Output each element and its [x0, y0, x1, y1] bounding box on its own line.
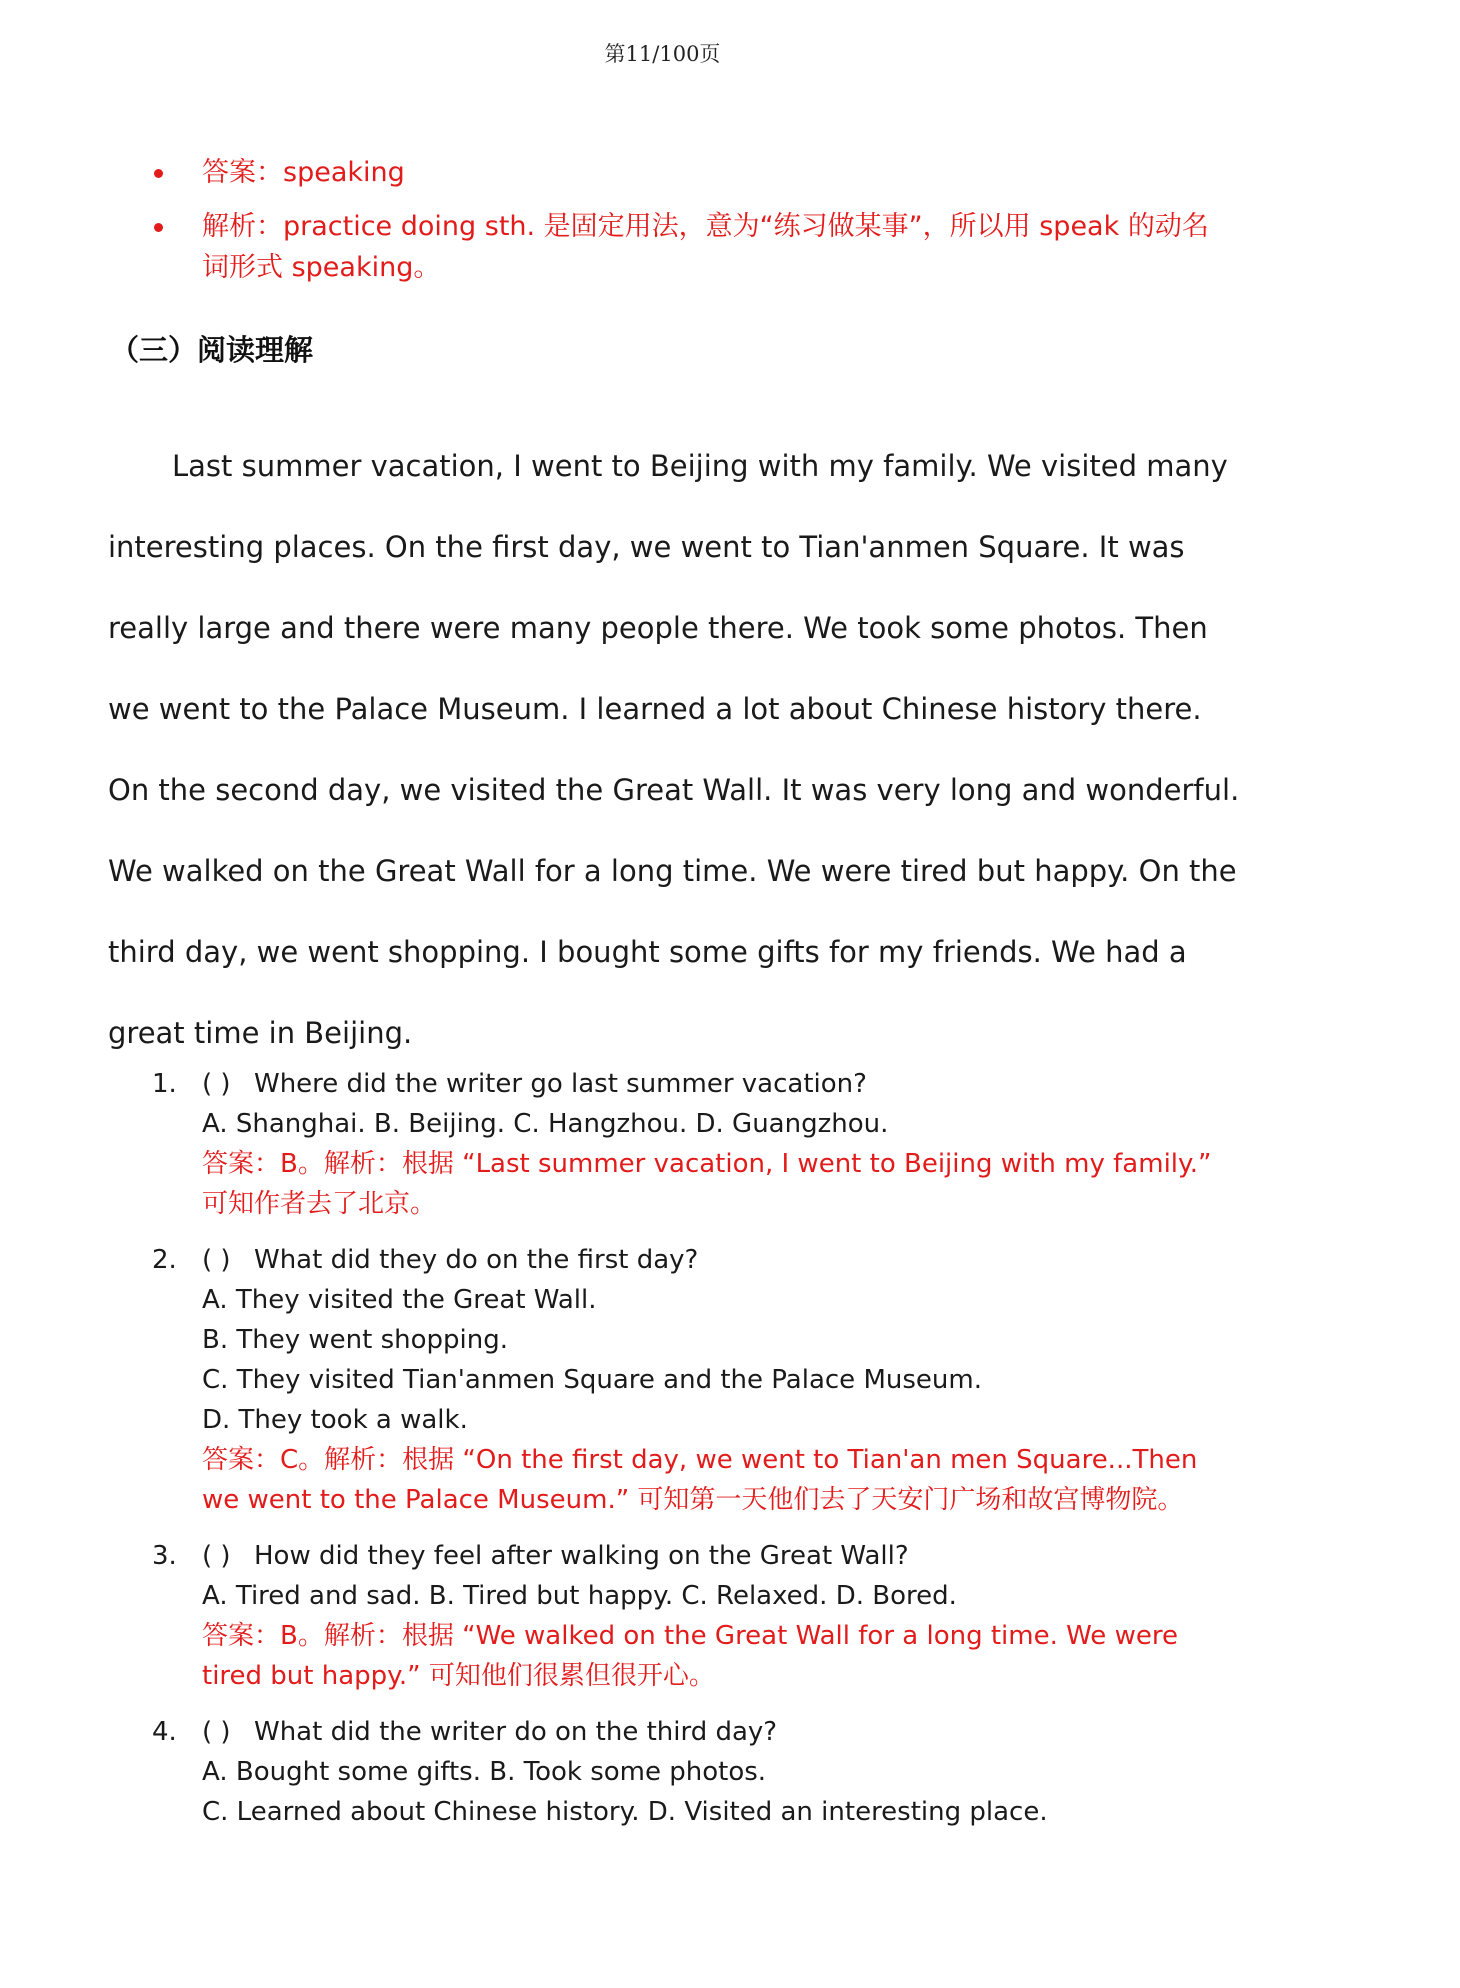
question-text: What did the writer do on the third day? [254, 1717, 778, 1747]
question-answer: 答案：C。解析：根据 “On the first day, we went to Tian'an men Square...Then we went to the Palace Museum.” 可知第一天他们去了天安门广场和故宫博物院。 [202, 1445, 1198, 1515]
question-option: A. Shanghai. B. Beijing. C. Hangzhou. D. Guangzhou. [202, 1109, 889, 1139]
question-option: C. They visited Tian'anmen Square and the Palace Museum. [202, 1365, 982, 1395]
question-option: C. Learned about Chinese history. D. Visited an interesting place. [202, 1797, 1048, 1827]
question-option: B. They went shopping. [202, 1325, 508, 1355]
question-stem [202, 1240, 1232, 1280]
question-answer: 答案：B。解析：根据 “We walked on the Great Wall for a long time. We were tired but happy.” 可知他们很累但很开心。 [202, 1621, 1178, 1691]
question-stem [202, 1064, 1232, 1104]
reading-passage: Last summer vacation, I went to Beijing with my family. We visited many interesting places. On the first day, we went to Tian'anmen Square. It was really large and there were many people there. We took some photos. Then we went to the Palace Museum. I learned a lot about Chinese history there. On the second day, we visited the Great Wall. It was very long and wonderful. We walked on the Great Wall for a long time. We were tired but happy. On the third day, we went shopping. I bought some gifts for my friends. We had a great time in Beijing. [108, 449, 1240, 1050]
question-number: 4. [152, 1717, 177, 1747]
explanation-bullet: 解析：practice doing sth. 是固定用法，意为“练习做某事”，所以用 speak 的动名词形式 speaking。 [150, 206, 1230, 288]
question-option: A. They visited the Great Wall. [202, 1285, 597, 1315]
page-number-header: 第11/100页 [604, 42, 721, 66]
question-stem [202, 1536, 1232, 1576]
answer-bullet-list [150, 152, 1230, 301]
question-stem [202, 1712, 1232, 1752]
question-answer: 答案：B。解析：根据 “Last summer vacation, I went to Beijing with my family.” 可知作者去了北京。 [202, 1149, 1212, 1219]
question-text: What did they do on the first day? [254, 1245, 699, 1275]
answer-bullet: 答案：speaking [150, 152, 1230, 193]
answer-blank: ( ) [202, 1069, 231, 1099]
question-option: A. Bought some gifts. B. Took some photos. [202, 1757, 767, 1787]
question-item [152, 1536, 1232, 1696]
question-item [152, 1240, 1232, 1520]
question-number: 2. [152, 1245, 177, 1275]
answer-blank: ( ) [202, 1541, 231, 1571]
question-item [152, 1712, 1232, 1832]
answer-blank: ( ) [202, 1717, 231, 1747]
question-number: 3. [152, 1541, 177, 1571]
question-item [152, 1064, 1232, 1224]
question-option: A. Tired and sad. B. Tired but happy. C. Relaxed. D. Bored. [202, 1581, 957, 1611]
question-text: Where did the writer go last summer vacation? [254, 1069, 867, 1099]
question-text: How did they feel after walking on the Great Wall? [254, 1541, 909, 1571]
question-list [152, 1064, 1232, 1848]
answer-blank: ( ) [202, 1245, 231, 1275]
question-number: 1. [152, 1069, 177, 1099]
question-option: D. They took a walk. [202, 1405, 468, 1435]
section-title: （三）阅读理解 [110, 333, 314, 367]
